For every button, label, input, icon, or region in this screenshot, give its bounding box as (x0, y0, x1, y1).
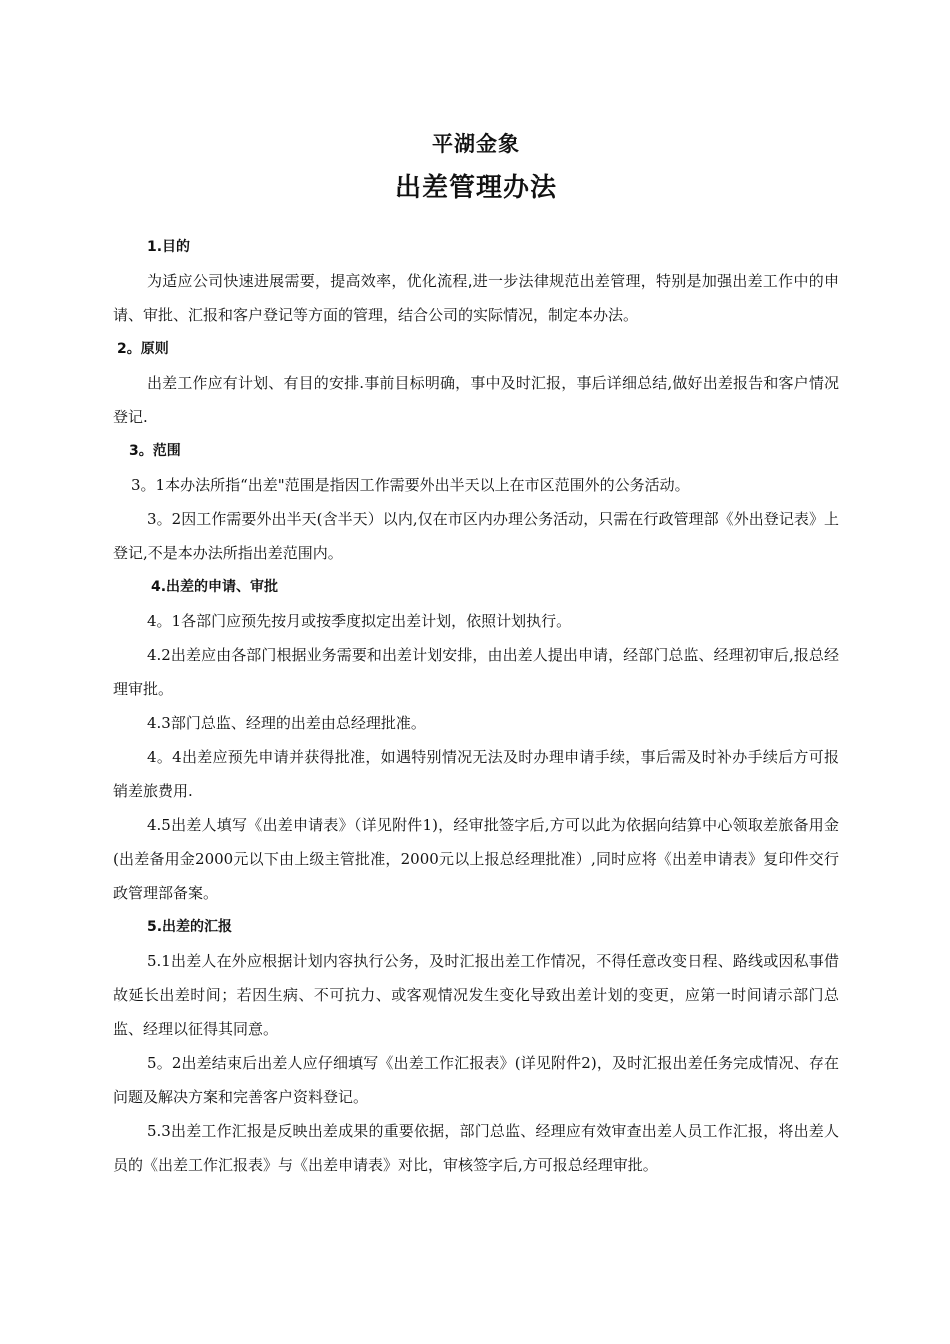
section-heading-report: 5.出差的汇报 (147, 919, 233, 935)
section-heading-application: 4.出差的申请、审批 (151, 579, 279, 595)
application-item-4-2: 4.2出差应由各部门根据业务需要和出差计划安排，由出差人提出申请，经部门总监、经理初审后,报总经理审批。 (113, 646, 839, 698)
application-item-4-1: 4。1各部门应预先按月或按季度拟定出差计划，依照计划执行。 (147, 612, 572, 630)
report-item-5-2: 5。2出差结束后出差人应仔细填写《出差工作汇报表》(详见附件2)，及时汇报出差任务完成情况、存在问题及解决方案和完善客户资料登记。 (113, 1054, 839, 1106)
section-paragraph-purpose (113, 264, 839, 332)
org-title: 平湖金象 (432, 132, 520, 156)
report-item-5-3: 5.3出差工作汇报是反映出差成果的重要依据，部门总监、经理应有效审查出差人员工作汇报，将出差人员的《出差工作汇报表》与《出差申请表》对比，审核签字后,方可报总经理审批。 (113, 1122, 839, 1174)
application-item-4-3: 4.3部门总监、经理的出差由总经理批准。 (147, 714, 426, 732)
document-body (113, 128, 839, 1182)
section-heading-scope: 3。范围 (129, 443, 181, 459)
section-heading-purpose: 1.目的 (147, 239, 191, 255)
application-item-4-5: 4.5出差人填写《出差申请表》（详见附件1)，经审批签字后,方可以此为依据向结算中心领取差旅备用金(出差备用金2000元以下由上级主管批准，2000元以上报总经理批准）,同时应将《出差申请表》复印件交行政管理部备案。 (113, 816, 839, 902)
purpose-text: 为适应公司快速进展需要，提高效率，优化流程,进一步法律规范出差管理，特别是加强出差工作中的申请、审批、汇报和客户登记等方面的管理，结合公司的实际情况， (113, 272, 839, 324)
document-title: 出差管理办法 (394, 173, 557, 203)
section-paragraph-principle: 出差工作应有计划、有目的安排.事前目标明确，事中及时汇报，事后详细总结,做好出差报告和客户情况登记. (113, 374, 839, 426)
scope-item-3-2: 3。2因工作需要外出半天(含半天）以内,仅在市区内办理公务活动，只需在行政管理部《外出登记表》上登记,不是本办法所指出差范围内。 (113, 510, 839, 562)
application-item-4-4: 4。4出差应预先申请并获得批准，如遇特别情况无法及时办理申请手续，事后需及时补办手续后方可报销差旅费用. (113, 748, 839, 800)
purpose-text-end: 制定本办法。 (548, 306, 639, 324)
section-heading-principle: 2。原则 (117, 341, 169, 357)
scope-item-3-1: 3。1本办法所指“出差"范围是指因工作需要外出半天以上在市区范围外的公务活动。 (131, 476, 690, 494)
report-item-5-1: 5.1出差人在外应根据计划内容执行公务，及时汇报出差工作情况，不得任意改变日程、路线或因私事借故延长出差时间；若因生病、不可抗力、或客观情况发生变化导致出差计划的变更，应第一时间请示部门总监、经理以征得其同意。 (113, 952, 839, 1038)
